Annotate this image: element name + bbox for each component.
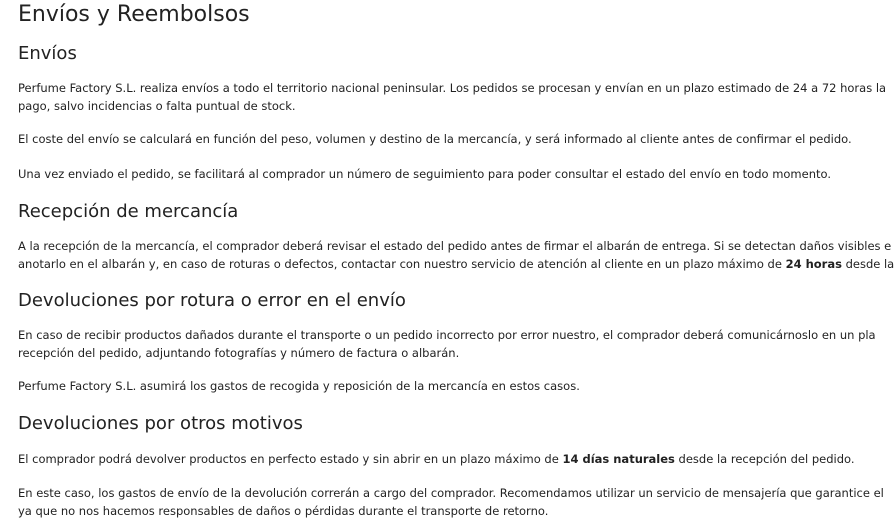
text-line: A la recepción de la mercancía, el comprador deberá revisar el estado del pedido antes de firmar el albarán de entrega. Si se detectan daños visibles e — [18, 239, 892, 253]
text-line: El coste del envío se calculará en función del peso, volumen y destino de la mercancía, y será informado al cliente antes de confirmar el pedido. — [18, 132, 852, 146]
text-line: Perfume Factory S.L. asumirá los gastos de recogida y reposición de la mercancía en estos casos. — [18, 379, 580, 393]
text-line: pago, salvo incidencias o falta puntual de stock. — [18, 99, 296, 113]
text-line: ya que no nos hacemos responsables de daños o pérdidas durante el transporte de retorno. — [18, 504, 549, 518]
text-line: En este caso, los gastos de envío de la devolución correrán a cargo del comprador. Recomendamos utilizar un servicio de mensajería que garantice el — [18, 486, 884, 500]
section-heading-recepcion: Recepción de mercancía — [18, 201, 239, 222]
paragraph-envios-1 — [18, 79, 886, 115]
text-line: desde la — [841, 257, 894, 271]
text-line: Perfume Factory S.L. realiza envíos a todo el territorio nacional peninsular. Los pedidos se procesan y envían en un plazo estimado de 24 a 72 horas la — [18, 81, 887, 95]
page-title: Envíos y Reembolsos — [18, 2, 250, 27]
paragraph-rotura-1 — [18, 326, 876, 362]
paragraph-recepcion-1 — [18, 237, 894, 273]
section-heading-devoluciones-rotura: Devoluciones por rotura o error en el envío — [18, 290, 406, 311]
bold-deadline: 14 días naturales — [562, 452, 675, 466]
paragraph-rotura-2 — [18, 377, 580, 395]
bold-deadline: 24 horas — [785, 257, 842, 271]
text-line: El comprador podrá devolver productos en perfecto estado y sin abrir en un plazo máximo de — [18, 452, 563, 466]
text-line: desde la recepción del pedido. — [674, 452, 855, 466]
section-heading-envios: Envíos — [18, 43, 77, 64]
paragraph-otros-2 — [18, 484, 884, 520]
paragraph-envios-3 — [18, 165, 831, 183]
text-line: En caso de recibir productos dañados durante el transporte o un pedido incorrecto por error nuestro, el comprador deberá comunicárnoslo en un pla — [18, 328, 876, 342]
section-heading-devoluciones-otros: Devoluciones por otros motivos — [18, 413, 303, 434]
text-line: recepción del pedido, adjuntando fotografías y número de factura o albarán. — [18, 346, 460, 360]
text-line: Una vez enviado el pedido, se facilitará al comprador un número de seguimiento para poder consultar el estado del envío en todo momento. — [18, 167, 832, 181]
paragraph-envios-2 — [18, 130, 852, 148]
text-line: anotarlo en el albarán y, en caso de roturas o defectos, contactar con nuestro servicio de atención al cliente en un plazo máximo de — [18, 257, 786, 271]
paragraph-otros-1 — [18, 450, 855, 468]
